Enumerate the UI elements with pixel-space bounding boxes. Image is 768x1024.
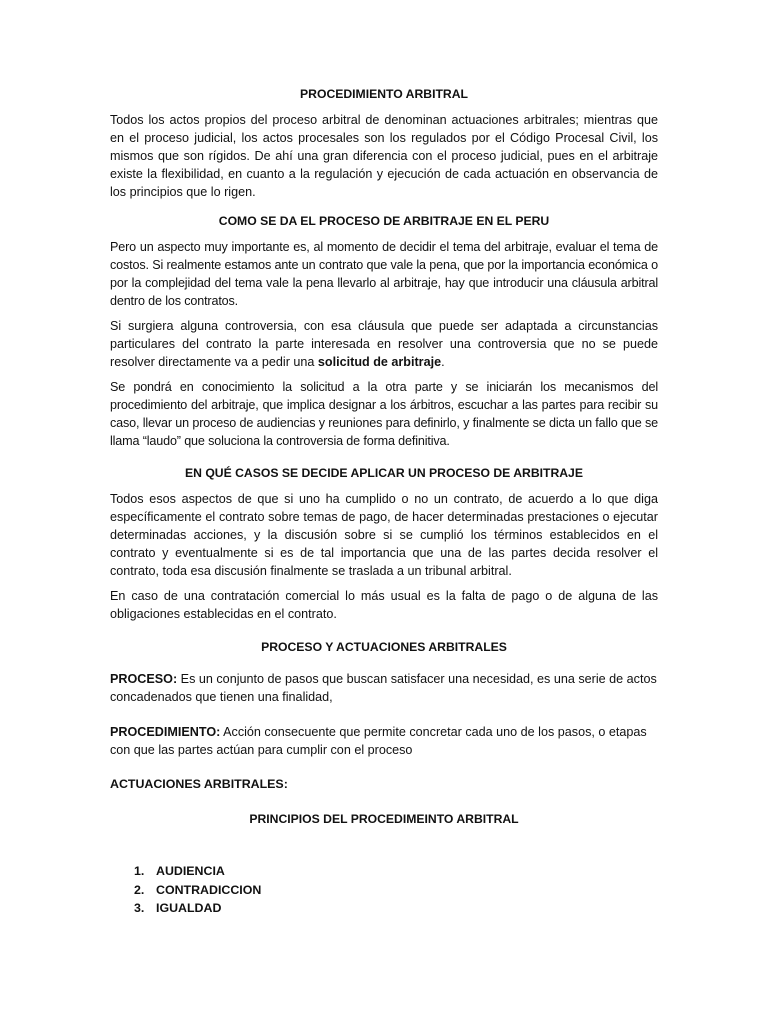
section-heading-en-que-casos: EN QUÉ CASOS SE DECIDE APLICAR UN PROCESO DE ARBITRAJE — [185, 466, 583, 480]
paragraph-laudo: Se pondrá en conocimiento la solicitud a la otra parte y se iniciarán los mecanismos del procedimiento del arbitraje, que implica designar a los árbitros, escuchar a las partes para recibir su caso, llevar un proceso de audiencias y reuniones para definirlo, y finalmente se dicta un fallo que se llama “laudo” que soluciona la controversia de forma definitiva. — [110, 380, 658, 448]
actuaciones-arbitrales-label: ACTUACIONES ARBITRALES: — [110, 777, 288, 791]
proceso-text: Es un conjunto de pasos que buscan satisfacer una necesidad, es una serie de actos concadenados que tienen una finalidad, — [110, 672, 657, 704]
section-heading-proceso-actuaciones: PROCESO Y ACTUACIONES ARBITRALES — [261, 640, 507, 654]
procedimiento-definition — [110, 723, 658, 759]
paragraph-controversia-text: Si surgiera alguna controversia, con esa cláusula que puede ser adaptada a circunstancias particulares del contrato la parte interesada en resolver una controversia que no se puede resolver directamente va a pedir una — [110, 319, 658, 369]
definition-procedimiento — [110, 723, 658, 759]
document-title: PROCEDIMIENTO ARBITRAL — [300, 87, 468, 101]
list-item-label: AUDIENCIA — [156, 864, 225, 878]
proceso-label: PROCESO: — [110, 672, 178, 686]
paragraph-controversia-end: . — [441, 355, 445, 369]
list-item — [110, 862, 261, 881]
list-item-number: 3. — [134, 901, 145, 915]
list-item-label: CONTRADICCION — [156, 882, 262, 897]
section-heading-como-se-da: COMO SE DA EL PROCESO DE ARBITRAJE EN EL PERU — [218, 214, 550, 228]
paragraph-aspectos: Todos esos aspectos de que si uno ha cumplido o no un contrato, de acuerdo a lo que diga específicamente el contrato sobre temas de pago, de hacer determinadas prestaciones o ejecutar determinadas acciones, y la discusión sobre si se cumplió los términos establecidos en el contrato y eventualmente si es de tal importancia que una de las partes decida resolver el contrato, toda esa discusión finalmente se traslada a un tribunal arbitral. — [110, 492, 658, 578]
section-como-se-da-body — [110, 238, 658, 450]
section-en-que-casos-body — [110, 490, 658, 623]
list-item-label: IGUALDAD — [156, 901, 222, 915]
proceso-definition — [110, 670, 658, 706]
list-item-number: 1. — [134, 864, 145, 878]
paragraph-controversia — [110, 317, 658, 371]
section-heading-principios: PRINCIPIOS DEL PROCEDIMEINTO ARBITRAL — [249, 812, 519, 826]
intro-paragraph: Todos los actos propios del proceso arbitral de denominan actuaciones arbitrales; mientras que en el proceso judicial, los actos procesales son los regulados por el Código Procesal Civil, los mismos que son rígidos. De ahí una gran diferencia con el proceso judicial, pues en el arbitraje existe la flexibilidad, en cuanto a la regulación y ejecución de cada actuación en observancia de los principios que lo rigen. — [110, 113, 658, 199]
paragraph-costos: Pero un aspecto muy importante es, al momento de decidir el tema del arbitraje, evaluar el tema de costos. Si realmente estamos ante un contrato que vale la pena, que por la importancia económica o por la complejidad del tema vale la pena llevarlo al arbitraje, hay que introducir una cláusula arbitral dentro de los contratos. — [110, 240, 658, 308]
paragraph-contratacion: En caso de una contratación comercial lo más usual es la falta de pago o de alguna de las obligaciones establecidas en el contrato. — [110, 589, 658, 621]
list-item — [110, 899, 261, 918]
list-item-number: 2. — [134, 882, 145, 897]
list-item — [110, 881, 261, 900]
intro-block — [110, 111, 658, 201]
principles-list — [110, 862, 261, 918]
definition-proceso — [110, 670, 658, 706]
solicitud-emphasis: solicitud de arbitraje — [317, 355, 442, 369]
procedimiento-text: Acción consecuente que permite concretar cada uno de los pasos, o etapas con que las partes actúan para cumplir con el proceso — [110, 725, 647, 757]
procedimiento-label: PROCEDIMIENTO: — [110, 725, 221, 739]
